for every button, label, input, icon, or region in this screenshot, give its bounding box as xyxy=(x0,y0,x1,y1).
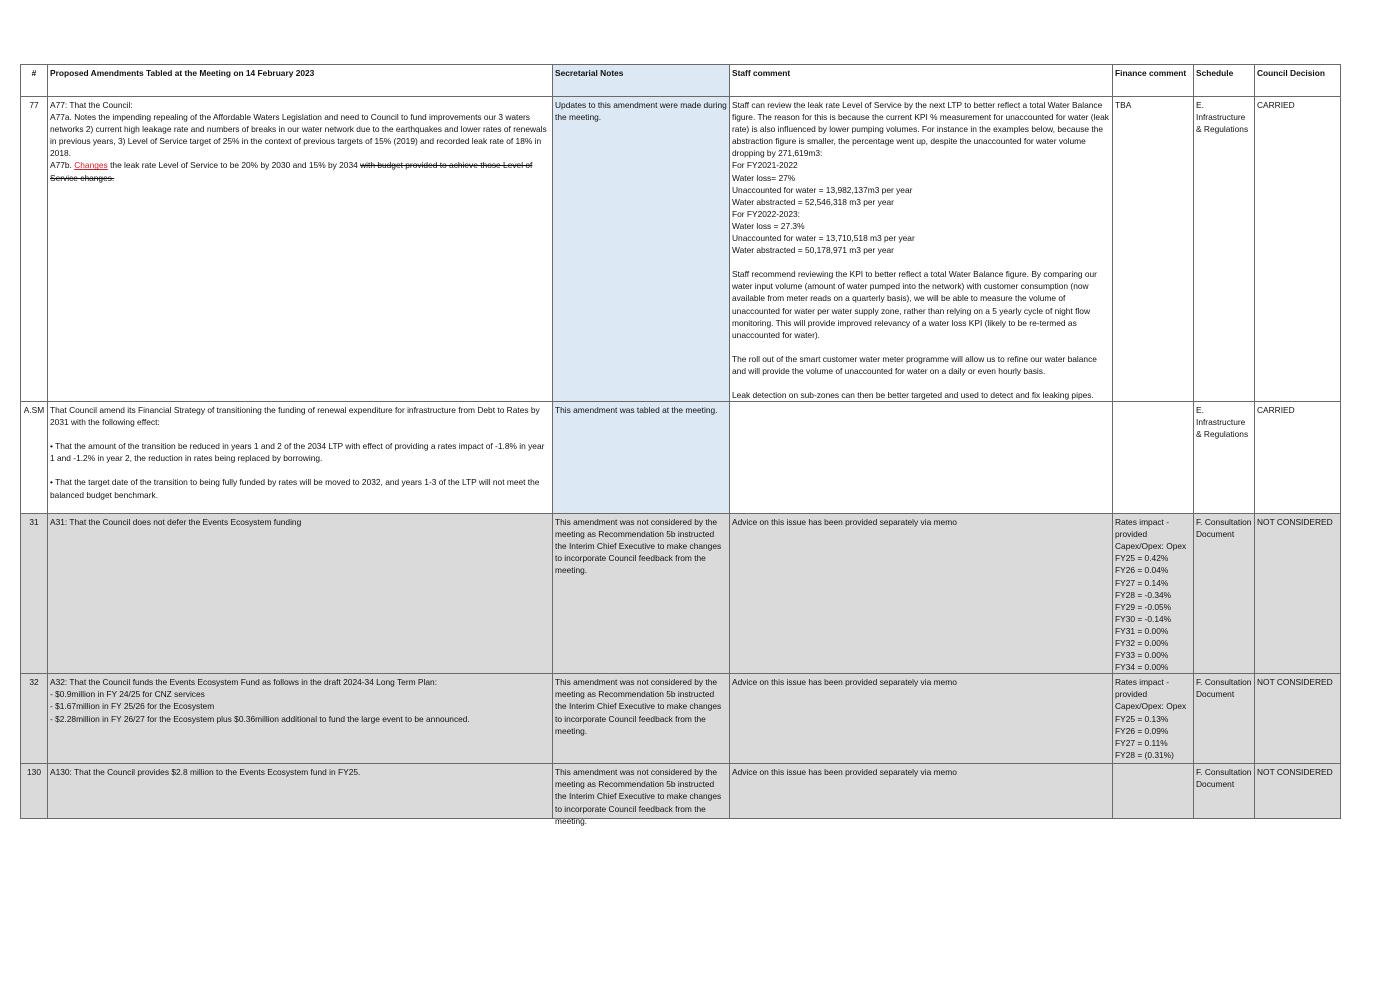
finance-cell xyxy=(1113,402,1194,514)
finance-line: FY25 = 0.42% xyxy=(1115,553,1169,564)
finance-line: FY33 = 0.00% xyxy=(1115,650,1169,661)
row-number: 32 xyxy=(21,674,48,764)
staff-comment-cell: Advice on this issue has been provided separately via memo xyxy=(730,674,1113,764)
spacer xyxy=(732,341,1110,353)
proposed-cell xyxy=(48,402,553,514)
decision-text: NOT CONSIDERED xyxy=(1257,767,1333,778)
staff-paragraph: Leak detection on sub-zones can then be better targeted and used to detect and fix leaking pipes. xyxy=(732,389,1094,400)
finance-cell xyxy=(1113,514,1194,674)
decision-cell: CARRIED xyxy=(1255,402,1341,514)
staff-text: Advice on this issue has been provided separately via memo xyxy=(732,767,957,778)
schedule-text: F. Consultation Document xyxy=(1196,767,1252,790)
part-b-text: the leak rate Level of Service to be 20% by 2030 and 15% by 2034 xyxy=(110,160,358,171)
staff-line: For FY2022-2023: xyxy=(732,208,800,219)
amendment-part-a: A77a. Notes the impending repealing of the Affordable Waters Legislation and need to Council to fund improvements our 3 waters networks 2) current high leakage rate and numbers of breaks in our water network due to the earthquakes and lower rates of renewals in previous years, 3) Level of Service target of 25% in the context of previous targets of 15% (2019) and recorded leak rate of 18% in 2018. xyxy=(50,112,547,159)
finance-cell: TBA xyxy=(1113,97,1194,402)
header-secretarial: Secretarial Notes xyxy=(553,65,730,97)
finance-line: FY28 = (0.31%) xyxy=(1115,749,1174,760)
finance-cell xyxy=(1113,674,1194,764)
amendment-line: - $2.28million in FY 26/27 for the Ecosystem plus $0.36million additional to fund the large event to be announced. xyxy=(50,713,470,724)
row-number: 77 xyxy=(21,97,48,402)
table-row xyxy=(21,97,1341,402)
tracked-change-insert: Changes xyxy=(74,160,108,171)
proposed-cell xyxy=(48,764,553,819)
amendment-line: - $1.67million in FY 25/26 for the Ecosystem xyxy=(50,701,215,712)
finance-line: FY32 = 0.00% xyxy=(1115,638,1169,648)
part-b-prefix: A77b. xyxy=(50,160,72,171)
finance-line: FY26 = 0.04% xyxy=(1115,565,1169,576)
secretarial-cell: Updates to this amendment were made during the meeting. xyxy=(553,97,730,402)
schedule-cell: E. Infrastructure & Regulations xyxy=(1194,402,1255,514)
staff-line: Unaccounted for water = 13,982,137m3 per year xyxy=(732,184,913,195)
decision-cell: NOT CONSIDERED xyxy=(1255,514,1341,674)
amendment-text: A130: That the Council provides $2.8 million to the Events Ecosystem fund in FY25. xyxy=(50,767,361,778)
header-num: # xyxy=(21,65,48,97)
secretarial-cell: This amendment was not considered by the meeting as Recommendation 5b instructed the Interim Chief Executive to make changes to incorporate Council feedback from the meeting. xyxy=(553,674,730,764)
finance-line: FY27 = 0.14% xyxy=(1115,577,1169,588)
proposed-cell xyxy=(48,674,553,764)
amendment-intro: A32: That the Council funds the Events Ecosystem Fund as follows in the draft 2024-34 Long Term Plan: xyxy=(50,677,438,688)
amendments-table xyxy=(20,64,1341,826)
schedule-cell xyxy=(1194,764,1255,819)
header-schedule: Schedule xyxy=(1194,65,1255,97)
finance-line: FY28 = -0.34% xyxy=(1115,589,1172,600)
staff-line: Water abstracted = 52,546,318 m3 per year xyxy=(732,196,894,207)
amendment-text: That Council amend its Financial Strategy of transitioning the funding of renewal expenditure for infrastructure from Debt to Rates by 2031 with the following effect: xyxy=(50,405,540,428)
spacer xyxy=(50,428,550,440)
secretarial-cell: This amendment was tabled at the meeting. xyxy=(553,402,730,514)
staff-line: For FY2021-2022 xyxy=(732,160,798,171)
header-decision: Council Decision xyxy=(1255,65,1341,97)
staff-paragraph: The roll out of the smart customer water meter programme will allow us to refine our water balance and will provide the volume of unaccounted for water on a daily or even hourly basis. xyxy=(732,353,1097,376)
header-row xyxy=(21,65,1341,97)
decision-cell xyxy=(1255,764,1341,819)
spacer xyxy=(732,377,1110,389)
table-row xyxy=(21,514,1341,674)
proposed-cell: A31: That the Council does not defer the Events Ecosystem funding xyxy=(48,514,553,674)
tracked-change-deletion: with budget provided to achieve those Level of Service changes. xyxy=(50,160,533,183)
decision-cell: NOT CONSIDERED xyxy=(1255,674,1341,764)
finance-line: FY29 = -0.05% xyxy=(1115,601,1172,612)
staff-line: Water loss = 27.3% xyxy=(732,220,805,231)
finance-line: FY26 = 0.09% xyxy=(1115,725,1169,736)
spacer xyxy=(50,464,550,476)
finance-line: FY31 = 0.00% xyxy=(1115,625,1169,636)
finance-text xyxy=(1115,766,1191,816)
header-finance: Finance comment xyxy=(1113,65,1194,97)
staff-line: Water abstracted = 50,178,971 m3 per year xyxy=(732,245,894,256)
decision-cell: CARRIED xyxy=(1255,97,1341,402)
finance-cell xyxy=(1113,764,1194,819)
staff-comment-cell xyxy=(730,402,1113,514)
finance-line: Rates impact - provided xyxy=(1115,677,1169,700)
table-row xyxy=(21,674,1341,764)
header-proposed: Proposed Amendments Tabled at the Meeting on 14 February 2023 xyxy=(48,65,553,97)
staff-line: Unaccounted for water = 13,710,518 m3 per year xyxy=(732,233,915,244)
secretarial-cell: This amendment was not considered by the meeting as Recommendation 5b instructed the Interim Chief Executive to make changes to incorporate Council feedback from the meeting. xyxy=(553,514,730,674)
finance-line: Capex/Opex: Opex xyxy=(1115,541,1187,552)
spacer xyxy=(732,256,1110,268)
schedule-cell: F. Consultation Document xyxy=(1194,514,1255,674)
staff-comment-cell xyxy=(730,97,1113,402)
schedule-cell: E. Infrastructure & Regulations xyxy=(1194,97,1255,402)
staff-comment-cell xyxy=(730,764,1113,819)
amendment-bullet: • That the target date of the transition to being fully funded by rates will be moved to 2032, and years 1-3 of the LTP will not meet the balanced budget benchmark. xyxy=(50,477,540,500)
staff-paragraph: Staff recommend reviewing the KPI to better reflect a total Water Balance figure. By comparing our water input volume (amount of water pumped into the network) with customer consumption (now available from meter reads on a quarterly basis), we will be able to measure the volume of unaccounted for water per water supply zone, rather than relying on a 5 yearly cycle of night flow monitoring. This will provide improved relevancy of a water loss KPI (likely to be re-termed as unaccounted for water). xyxy=(732,269,1097,340)
row-number: 31 xyxy=(21,514,48,674)
finance-line: FY27 = 0.11% xyxy=(1115,737,1168,748)
table-row xyxy=(21,764,1341,819)
amendment-bullet: • That the amount of the transition be reduced in years 1 and 2 of the 2034 LTP with effect of providing a rates impact of -1.8% in year 1 and -1.2% in year 2, the reduction in rates being replaced by borrowing. xyxy=(50,441,545,464)
proposed-cell xyxy=(48,97,553,402)
row-number: A.SM xyxy=(21,402,48,514)
staff-comment-cell: Advice on this issue has been provided separately via memo xyxy=(730,514,1113,674)
finance-line: Rates impact - provided xyxy=(1115,517,1169,540)
schedule-cell: F. Consultation Document xyxy=(1194,674,1255,764)
table-row xyxy=(21,402,1341,514)
finance-line: FY30 = -0.14% xyxy=(1115,613,1172,624)
finance-line: FY25 = 0.13% xyxy=(1115,713,1169,724)
amendment-intro: A77: That the Council: xyxy=(50,100,133,110)
staff-paragraph: Staff can review the leak rate Level of Service by the next LTP to better reflect a total Water Balance figure. The reason for this is because the current KPI % measurement for unaccounted for water (leak rate) is also influenced by lower pumping volumes. For instance in the examples below, because the abstraction figure is smaller, the percentage went up, despite the unaccounted for water volume dropping by 271,619m3: xyxy=(732,100,1109,159)
finance-line: FY34 = 0.00% xyxy=(1115,662,1169,673)
amendment-line: - $0.9million in FY 24/25 for CNZ services xyxy=(50,689,205,700)
header-staff: Staff comment xyxy=(730,65,1113,97)
secretarial-text: This amendment was not considered by the meeting as Recommendation 5b instructed the Interim Chief Executive to make changes to incorporate Council feedback from the meeting. xyxy=(555,767,722,826)
finance-line: Capex/Opex: Opex xyxy=(1115,701,1187,712)
secretarial-cell xyxy=(553,764,730,826)
staff-line: Water loss= 27% xyxy=(732,172,796,183)
row-number: 130 xyxy=(21,764,48,819)
amendment-part-b xyxy=(50,159,550,183)
